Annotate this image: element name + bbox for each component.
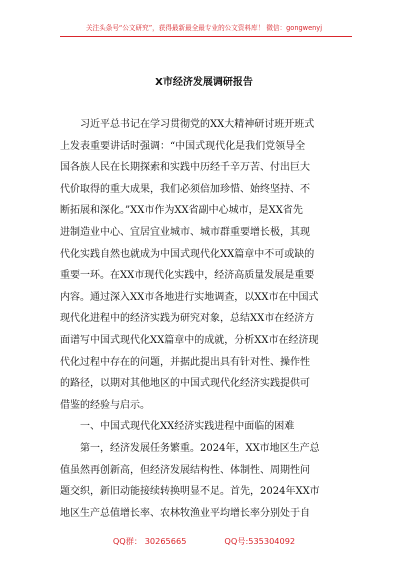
body-line: 题交织，新旧动能接续转换明显不足。首先，2024年XX市: [60, 486, 320, 498]
body-line: 的路径，以期对其他地区的中国式现代化经济实践提供可: [60, 378, 310, 390]
body-line: 断拓展和深化。”XX市作为XX省副中心城市，是XX省先: [60, 205, 303, 217]
document-body: [60, 114, 350, 524]
body-line: 地区生产总值增长率、农林牧渔业平均增长率分别处于自: [60, 507, 310, 519]
body-line: 国各族人民在长期探索和实践中历经千辛万苦、付出巨大: [60, 162, 310, 174]
header-banner: 关注头条号“公文研究”，获得最新最全最专业的公文资料库！ 微信：gongwenyj: [85, 24, 323, 32]
body-line: 借鉴的经验与启示。: [60, 399, 150, 411]
body-line: 重要一环。在XX市现代化实践中，经济高质量发展是重要: [60, 270, 315, 282]
footer-qq-group: QQ群： 30265665: [112, 536, 187, 546]
body-line: 代价取得的重大成果，我们必须倍加珍惜、始终坚持、不: [60, 183, 310, 195]
body-line: 面谱写中国式现代化XX篇章中的成就，分析XX市在经济现: [60, 334, 319, 346]
body-line: 值虽然再创新高，但经济发展结构性、体制性、周期性问: [60, 464, 310, 476]
body-line: 第一，经济发展任务繁重。2024年，XX市地区生产总: [80, 442, 320, 454]
footer-contact: [0, 536, 408, 547]
body-line: 现代化进程中的经济实践为研究对象，总结XX市在经济方: [60, 313, 315, 325]
body-line: 习近平总书记在学习贯彻党的XX大精神研讨班开班式: [80, 119, 315, 130]
footer-qq-number: QQ号:535304092: [224, 536, 296, 546]
body-line: 内容。通过深入XX市各地进行实地调查，以XX市在中国式: [60, 291, 319, 303]
document-title: X市经济发展调研报告: [155, 77, 253, 88]
body-line: 进制造业中心、宜居宜业城市、城市群重要增长极，其现: [60, 226, 310, 238]
section-heading: 一、中国式现代化XX经济实践进程中面临的困难: [80, 421, 295, 433]
body-line: 上发表重要讲话时强调：“中国式现代化是我们党领导全: [60, 140, 306, 152]
body-line: 代化过程中存在的问题，并据此提出具有针对性、操作性: [60, 356, 310, 368]
header-divider: [60, 36, 352, 37]
body-line: 代化实践自然也就成为中国式现代化XX篇章中不可或缺的: [60, 248, 315, 260]
